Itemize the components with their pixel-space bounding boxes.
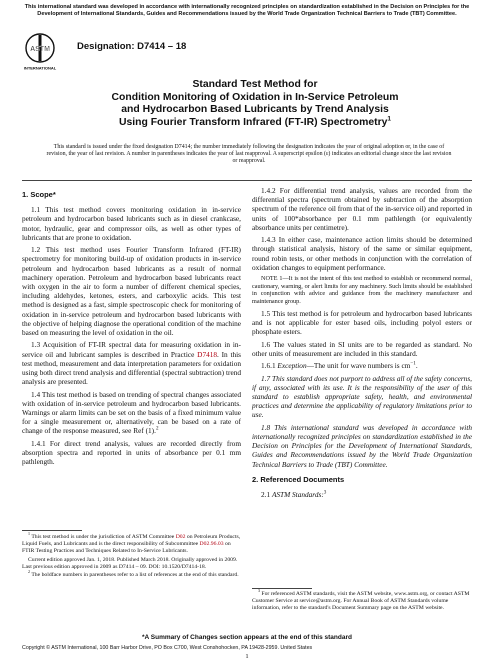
text: volume information, refer to the standard's Document Summary page on the ASTM website. — [252, 598, 449, 611]
superscript: −1 — [410, 360, 416, 367]
text: 1.3 Acquisition of FT-IR spectral data for measuring oxidation in in-service oil and lubricant samples is described in Practice — [22, 340, 241, 359]
text-italic: ASTM Standards: — [271, 489, 324, 499]
left-column — [22, 190, 241, 470]
logo-text: ASTM — [30, 46, 50, 53]
footnote-mark: 1 — [28, 531, 30, 537]
footnote-mark: 2 — [155, 426, 159, 433]
paragraph-1-2: 1.2 This test method uses Fourier Transform Infrared (FT-IR) spectrometry for monitoring build-up of oxidation products in in-service petroleum and hydrocarbon based lubricants as a result of normal machinery operation. Petroleum and hydrocarbon based lubricants react with oxygen in the air to form a number of different chemical species, including aldehydes, ketones, esters, and carboxylic acids. This test method is designed as a fast, simple spectroscopic check for monitoring of oxidation in in-service petroleum and hydrocarbon based lubricants with the objective of helping diagnose the operational condition of the machine based on measuring the level of oxidation in the oil. — [22, 245, 241, 338]
title-footnote-mark: 1 — [387, 115, 392, 123]
paragraph-1-3 — [22, 340, 241, 386]
designation: Designation: D7414 – 18 — [77, 41, 187, 52]
header-divider — [22, 180, 472, 181]
tbt-disclaimer: This international standard was developed in accordance with internationally recognized principles on standardization established in the Decision on Principles for the Development of International Standards, Guides and Recommendations issued by the World Trade Organization Technical Barriers to Trade (TBT) Committee. — [24, 4, 470, 17]
text-italic: Annual Book of ASTM Standards — [352, 598, 430, 604]
paragraph-1-5: 1.5 This test method is for petroleum and hydrocarbon based lubricants and is not applicable for ester based oils, including polyol esters or phosphate esters. — [252, 308, 472, 337]
paragraph-2-1 — [252, 490, 472, 499]
link-d02[interactable]: D02 — [175, 534, 186, 540]
text: 2.1 — [261, 489, 272, 499]
footnote-1 — [22, 531, 241, 555]
text-italic: Exception — [277, 361, 307, 371]
summary-of-changes-note: *A Summary of Changes section appears at the end of this standard — [142, 634, 352, 641]
page-number: 1 — [245, 653, 249, 660]
right-column — [252, 186, 472, 502]
text: . — [415, 361, 418, 371]
text: 1.6.1 — [261, 361, 278, 371]
footnote-1-edition: Current edition approved Jan. 1, 2018. Published March 2018. Originally approved in 2009. Last previous edition approved in 2009 as D7414 – 09. DOI: 10.1520/D7414-18. — [22, 556, 238, 570]
astm-logo — [22, 32, 58, 72]
title-line: Condition Monitoring of Oxidation in In-Service Petroleum — [111, 91, 399, 103]
referenced-documents-heading: 2. Referenced Documents — [252, 474, 345, 484]
text: 1.4 This test method is based on trending of spectral changes associated with oxidation of in-service petroleum and hydrocarbon based lubricants. Warnings or alarm limits can be set on the basis of a fixed minimum value for a single measurement or, alternatively, can be based on a rate of change of the response measured, see Ref (1). — [22, 389, 241, 436]
footnote-2 — [22, 569, 241, 579]
document-title — [40, 79, 470, 129]
title-line: Standard Test Method for — [192, 79, 318, 90]
text: For referenced ASTM standards, visit the ASTM website, www.astm.org, or contact ASTM Customer Service at service@astm.org. For — [252, 591, 470, 604]
paragraph-1-4 — [22, 390, 241, 436]
title-line-text: Using Fourier Transform Infrared (FT-IR) Spectrometry — [118, 116, 388, 128]
copyright: Copyright © ASTM International, 100 Barr Harbor Drive, PO Box C700, West Conshohocken, PA 19428-2959. United States — [22, 645, 313, 651]
text: —The unit for wave numbers is cm — [306, 361, 411, 371]
text: This test method is under the jurisdiction of ASTM Committee — [31, 534, 176, 540]
link-d7418[interactable]: D7418 — [197, 349, 218, 359]
footnote-3 — [252, 588, 472, 612]
footnote-divider — [22, 530, 82, 531]
paragraph-1-4-2: 1.4.2 For differential trend analysis, values are recorded from the differential spectra (spectrum obtained by subtraction of the absorption spectrum of the reference oil from that of the in-service oil) and reported in units of 100*absorbance per 0.1 mm pathlength (or equivalently absorbance units per centimetre). — [252, 186, 472, 232]
footnotes-right — [252, 588, 472, 614]
paragraph-1-8: 1.8 This international standard was developed in accordance with internationally recognized principles on standardization established in the Decision on Principles for the Development of International Standards, Guides and Recommendations issued by the World Trade Organization Technical Barriers to Trade (TBT) Committee. — [252, 422, 472, 469]
footnote-mark: 2 — [28, 569, 30, 575]
footnote-mark: 3 — [323, 489, 327, 496]
text: The boldface numbers in parentheses refer to a list of references at the end of this standard. — [31, 572, 239, 578]
footnotes-left — [22, 531, 241, 581]
title-line: and Hydrocarbon Based Lubricants by Trend Analysis — [121, 104, 389, 116]
text: on Petroleum Products, Liquid Fuels, and Lubricants and is the direct responsibility of Subcommittee — [22, 534, 241, 547]
logo-subtext: INTERNATIONAL — [23, 65, 57, 71]
paragraph-1-7: 1.7 This standard does not purport to address all of the safety concerns, if any, associated with its use. It is the responsibility of the user of this standard to establish appropriate safety, health, and environmental practices and determine the applicability of regulatory limitations prior to use. — [252, 373, 472, 420]
paragraph-1-1: 1.1 This test method covers monitoring oxidation in in-service petroleum and hydrocarbon based lubricants such as in diesel crankcase, motor, hydraulic, gear and compressor oils, as well as other types of lubricants that are prone to oxidation. — [22, 205, 241, 242]
astm-logo-icon — [22, 32, 58, 72]
scope-heading: 1. Scope* — [22, 190, 56, 199]
footnote-divider — [252, 588, 312, 589]
text: on FTIR Testing Practices and Techniques Related to In-Service Lubricants. — [22, 541, 231, 554]
link-d02-96-03[interactable]: D02.96.03 — [199, 541, 224, 547]
paragraph-1-4-3: 1.4.3 In either case, maintenance action limits should be determined through statistical analysis, history of the same or similar equipment, round robin tests, or other methods in conjunction with the correlation of oxidation changes to equipment performance. — [252, 235, 472, 272]
text: . In this test method, measurement and data interpretation parameters for oxidation using both direct trend analysis and differential (spectral subtraction) trend analysis are presented. — [22, 349, 242, 387]
paragraph-1-4-1: 1.4.1 For direct trend analysis, values are recorded directly from absorption spectra and reported in units of absorbance per 0.1 mm pathlength. — [22, 438, 241, 467]
paragraph-1-6-1 — [252, 361, 472, 370]
note-1: NOTE 1—It is not the intent of this test method to establish or recommend normal, cautionary, warning, or alert limits for any machinery. Such limits should be established in conjunction with advice and guidance from the machinery manufacturer and maintenance group. — [252, 275, 472, 305]
paragraph-1-6: 1.6 The values stated in SI units are to be regarded as standard. No other units of measurement are included in this standard. — [252, 339, 472, 358]
standard-note: This standard is issued under the fixed designation D7414; the number immediately following the designation indicates the year of original adoption or, in the case of revision, the year of last revision. A number in parentheses indicates the year of last reapproval. A superscript epsilon (ε) indicates an editorial change since the last revision or reapproval. — [46, 144, 452, 165]
title-line — [40, 117, 470, 130]
footnote-mark: 3 — [258, 588, 260, 594]
